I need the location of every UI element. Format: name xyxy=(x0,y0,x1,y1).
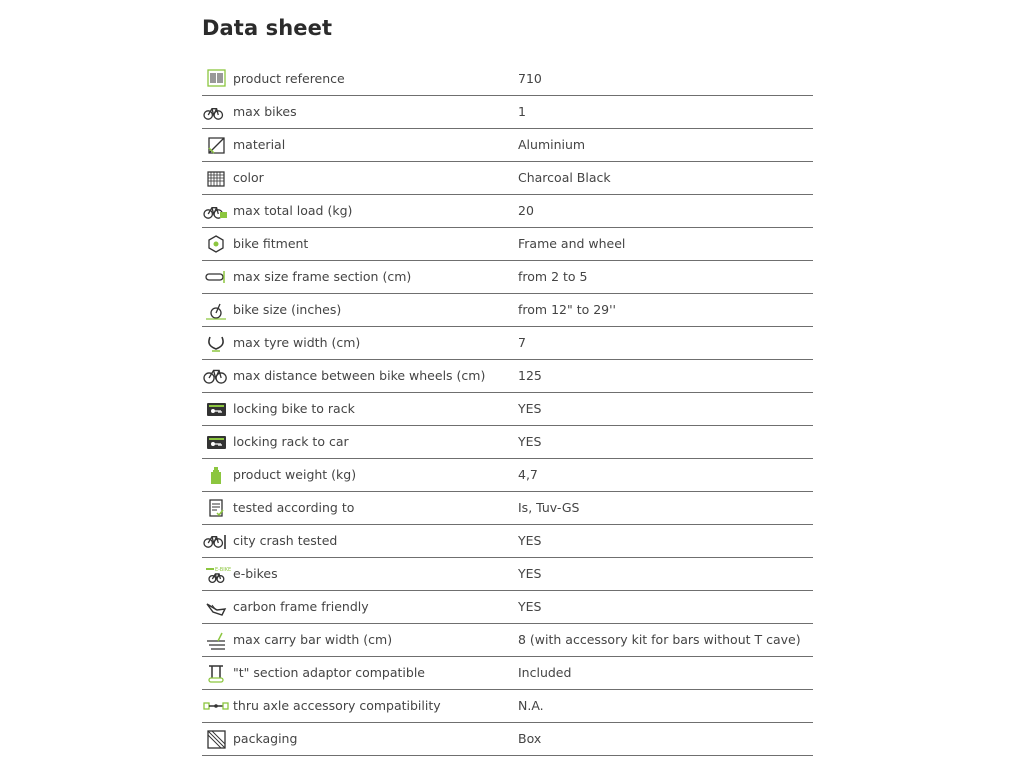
t-adaptor-icon xyxy=(202,656,233,689)
table-row xyxy=(202,557,813,590)
table-row xyxy=(202,623,813,656)
table-row xyxy=(202,227,813,260)
crash-test-icon xyxy=(202,524,233,557)
row-value: Aluminium xyxy=(518,137,586,152)
wheelbase-icon xyxy=(202,359,233,392)
tyre-icon xyxy=(202,326,233,359)
table-row xyxy=(202,194,813,227)
row-label: bike size (inches) xyxy=(233,302,342,317)
row-label: max size frame section (cm) xyxy=(233,269,412,284)
row-label: max tyre width (cm) xyxy=(233,335,361,350)
row-label: carbon frame friendly xyxy=(233,599,369,614)
row-value: 7 xyxy=(518,335,526,350)
table-row xyxy=(202,722,813,755)
row-value: YES xyxy=(518,434,542,449)
row-label: "t" section adaptor compatible xyxy=(233,665,425,680)
carry-bar-icon xyxy=(202,623,233,656)
row-value: Frame and wheel xyxy=(518,236,626,251)
bikes-icon xyxy=(202,95,233,128)
row-label: locking rack to car xyxy=(233,434,349,449)
row-value: 20 xyxy=(518,203,534,218)
table-row xyxy=(202,656,813,689)
table-row xyxy=(202,326,813,359)
row-label: e-bikes xyxy=(233,566,278,581)
row-value: N.A. xyxy=(518,698,544,713)
table-row xyxy=(202,491,813,524)
row-value: 125 xyxy=(518,368,542,383)
row-label: packaging xyxy=(233,731,298,746)
certificate-icon xyxy=(202,491,233,524)
row-value: Box xyxy=(518,731,542,746)
svg-text:E-BIKE: E-BIKE xyxy=(215,566,232,573)
row-value: from 2 to 5 xyxy=(518,269,588,284)
table-row xyxy=(202,95,813,128)
table-row xyxy=(202,260,813,293)
material-icon xyxy=(202,128,233,161)
row-value: YES xyxy=(518,599,542,614)
row-value: YES xyxy=(518,566,542,581)
row-value: 1 xyxy=(518,104,526,119)
row-label: material xyxy=(233,137,286,152)
table-row xyxy=(202,62,813,95)
row-label: max carry bar width (cm) xyxy=(233,632,393,647)
weight-icon xyxy=(202,458,233,491)
table-row xyxy=(202,689,813,722)
fitment-icon xyxy=(202,227,233,260)
row-value: Included xyxy=(518,665,572,680)
row-value: 8 (with accessory kit for bars without T cave) xyxy=(518,632,801,647)
frame-section-icon xyxy=(202,260,233,293)
row-value: Is, Tuv-GS xyxy=(518,500,580,515)
row-label: max total load (kg) xyxy=(233,203,353,218)
data-table xyxy=(202,62,813,756)
row-value: 710 xyxy=(518,70,542,86)
table-row xyxy=(202,392,813,425)
row-label: bike fitment xyxy=(233,236,309,251)
thru-axle-icon xyxy=(202,689,233,722)
table-row xyxy=(202,293,813,326)
row-label: color xyxy=(233,170,264,185)
row-label: thru axle accessory compatibility xyxy=(233,698,441,713)
row-label: max bikes xyxy=(233,104,297,119)
row-value: YES xyxy=(518,401,542,416)
table-row xyxy=(202,359,813,392)
row-label: max distance between bike wheels (cm) xyxy=(233,368,486,383)
row-label: locking bike to rack xyxy=(233,401,355,416)
lock-icon xyxy=(202,392,233,425)
row-value: from 12" to 29'' xyxy=(518,302,616,317)
table-row xyxy=(202,425,813,458)
table-row xyxy=(202,128,813,161)
row-label: city crash tested xyxy=(233,533,338,548)
barcode-icon xyxy=(202,62,233,95)
bike-load-icon xyxy=(202,194,233,227)
table-row xyxy=(202,590,813,623)
carbon-frame-icon xyxy=(202,590,233,623)
row-label: product weight (kg) xyxy=(233,467,357,482)
bike-size-icon xyxy=(202,293,233,326)
row-value: YES xyxy=(518,533,542,548)
lock-icon xyxy=(202,425,233,458)
color-swatch-icon xyxy=(202,161,233,194)
row-label: tested according to xyxy=(233,500,355,515)
packaging-icon xyxy=(202,722,233,755)
row-value: 4,7 xyxy=(518,467,538,482)
table-row xyxy=(202,458,813,491)
row-value: Charcoal Black xyxy=(518,170,611,185)
page-title: Data sheet xyxy=(202,16,333,40)
row-label: product reference xyxy=(233,70,345,86)
table-row xyxy=(202,524,813,557)
table-row xyxy=(202,161,813,194)
ebike-icon xyxy=(202,557,233,590)
